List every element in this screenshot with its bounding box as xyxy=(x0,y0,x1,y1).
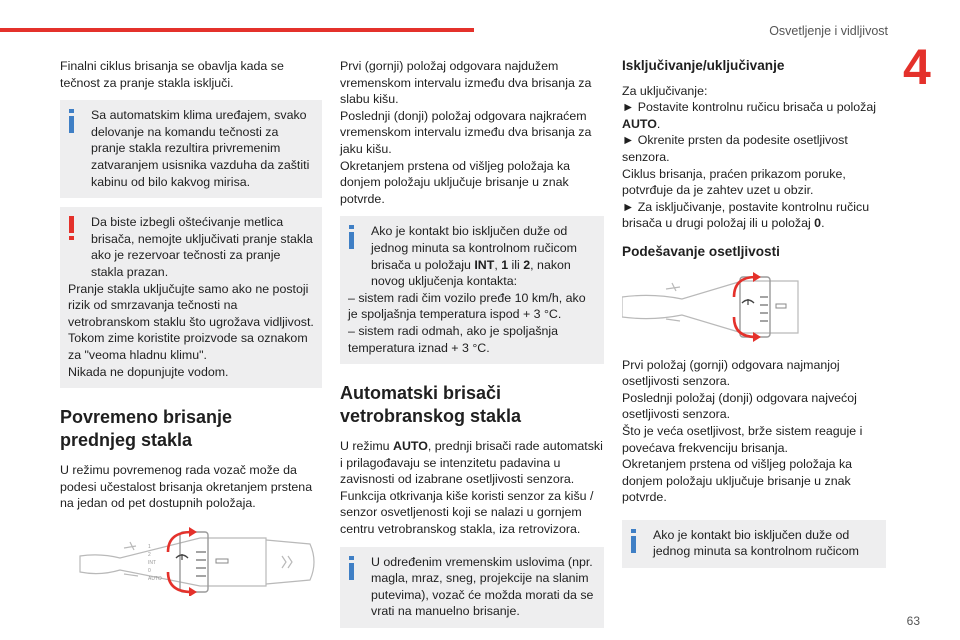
info-icon xyxy=(69,109,81,133)
info-note-text: Ako je kontakt bio isključen duže od jednog minuta sa kontrolnom ručicom xyxy=(653,527,859,559)
intermittent-body: U režimu povremenog rada vozač može da podesi učestalost brisanja okretanjem prstena na jedan od pet dostupnih položaja. xyxy=(60,463,313,511)
sensitivity-paragraph: Okretanjem prstena od višljeg položaja ka donjem položaju uključuje brisanje u znak potvrde. xyxy=(622,457,853,505)
arrow-down-icon xyxy=(189,587,197,596)
intro-paragraph: Finalni ciklus brisanja se obavlja kada se tečnost za pranje stakla isključi. xyxy=(60,59,284,90)
info-note-text: Sa automatskim klima uređajem, svako delovanje na komandu tečnosti za pranje stakla rezultira privremenim zatvaranjem usisnika vazduha da zaštiti kabinu od bilo kakvog mirisa. xyxy=(91,108,310,189)
info-note xyxy=(60,100,322,198)
wiper-stalk-illustration xyxy=(60,526,322,596)
paragraph: Prvi (gornji) položaj odgovara najdužem vremenskom intervalu između dva brisanja za slabu kišu. xyxy=(340,59,592,107)
heading-sensitivity: Podešavanje osetljivosti xyxy=(622,243,780,259)
confirm-text: Ciklus brisanja, praćen prikazom poruke, potvrđuje da je zahtev uzet u obzir. xyxy=(622,166,846,198)
column-3 xyxy=(622,58,886,577)
paragraph: Poslednji (donji) položaj odgovara najkraćem vremenskom intervalu između dva brisanja za jaku kišu. xyxy=(340,108,592,156)
info-note-text: U određenim vremenskim uslovima (npr. magla, mraz, sneg, projekcije na slanim putevima), vozač će možda morati da se vrati na manuelno brisanje. xyxy=(371,554,594,619)
header-accent-bar xyxy=(0,28,474,32)
stalk-label: AUTO xyxy=(148,575,162,582)
heading-intermittent-wiping: Povremeno brisanje prednjeg stakla xyxy=(60,407,233,451)
wiper-symbol-icon xyxy=(176,554,188,560)
paragraph: Okretanjem prstena od višljeg položaja ka donjem položaju uključuje brisanje u znak potvrde. xyxy=(340,158,571,206)
on-step-2: ► Okrenite prsten da podesite osetljivost senzora. xyxy=(622,133,848,164)
warning-line: Nikada ne dopunjujte vodom. xyxy=(68,364,229,379)
info-icon xyxy=(349,225,361,249)
warning-line: Pranje stakla uključujte samo ako ne postoji rizik od smrzavanja tečnosti na vetrobranskom staklu što ugrožava vidljivost. xyxy=(68,281,314,329)
info-icon xyxy=(631,529,643,553)
info-note xyxy=(622,520,886,568)
heading-on-off: Isključivanje/uključivanje xyxy=(622,58,785,73)
sensitivity-paragraph: Poslednji položaj (donji) odgovara najvećoj osetljivosti senzora. xyxy=(622,390,857,422)
sensitivity-stalk-illustration xyxy=(622,271,884,343)
warning-note xyxy=(60,207,322,388)
page-number: 63 xyxy=(906,614,920,628)
off-step: ► Za isključivanje, postavite kontrolnu ručicu brisača u drugi položaj ili u položaj 0. xyxy=(622,199,870,231)
stalk-label: 0 xyxy=(148,567,151,574)
sensitivity-paragraph: Što je veća osetljivost, brže sistem reaguje i povećava frekvenciju brisanja. xyxy=(622,423,863,455)
on-step-1: ► Postavite kontrolnu ručicu brisača u položaj AUTO. xyxy=(622,100,877,131)
section-title: Osvetljenje i vidljivost xyxy=(769,24,888,38)
rotate-arrow-icon xyxy=(734,277,756,337)
info-note-text: Ako je kontakt bio isključen duže od jednog minuta sa kontrolnom ručicom brisača u položaju INT, 1 ili 2, nakon novog uključenja kontakta: xyxy=(371,224,577,289)
stalk-label: 1 xyxy=(148,543,151,550)
stalk-label: 2 xyxy=(148,551,151,558)
warning-icon xyxy=(69,216,81,240)
heading-automatic-wipers: Automatski brisači vetrobranskog stakla xyxy=(340,383,522,427)
info-note xyxy=(340,547,604,628)
arrow-up-icon xyxy=(189,527,197,537)
info-dash-item: – sistem radi odmah, ako je spoljašnja temperatura iznad + 3 °C. xyxy=(348,323,559,355)
auto-body-2: Funkcija otkrivanja kiše koristi senzor za kišu / senzor osvetljenosti koji se nalazi u gornjem centru vetrobranskog stakla, iza retrovizora. xyxy=(340,488,594,537)
chapter-number: 4 xyxy=(903,39,931,95)
on-title: Za uključivanje: xyxy=(622,83,708,98)
warning-note-first: Da biste izbegli oštećivanje metlica brisača, nemojte uključivati pranje stakla ako je rezervoar tečnosti za pranje stakla prazan. xyxy=(91,215,313,279)
info-icon xyxy=(349,556,361,580)
stalk-label: INT xyxy=(148,559,157,566)
column-1 xyxy=(60,58,322,612)
info-dash-item: – sistem radi čim vozilo pređe 10 km/h, ako je spoljašnja temperatura ispod + 3 °C. xyxy=(348,290,586,322)
warning-line: Tokom zime koristite proizvode sa oznakom za "veoma hladnu klimu". xyxy=(68,331,308,362)
info-note xyxy=(340,216,604,364)
sensitivity-paragraph: Prvi položaj (gornji) odgovara najmanjoj osetljivosti senzora. xyxy=(622,357,840,389)
auto-body: U režimu AUTO, prednji brisači rade automatski i prilagođavaju se intenzitetu padavina u zavisnosti od izabrane osetljivosti senzora. xyxy=(340,439,603,487)
wiper-symbol-icon xyxy=(742,299,754,305)
column-2 xyxy=(340,58,604,637)
